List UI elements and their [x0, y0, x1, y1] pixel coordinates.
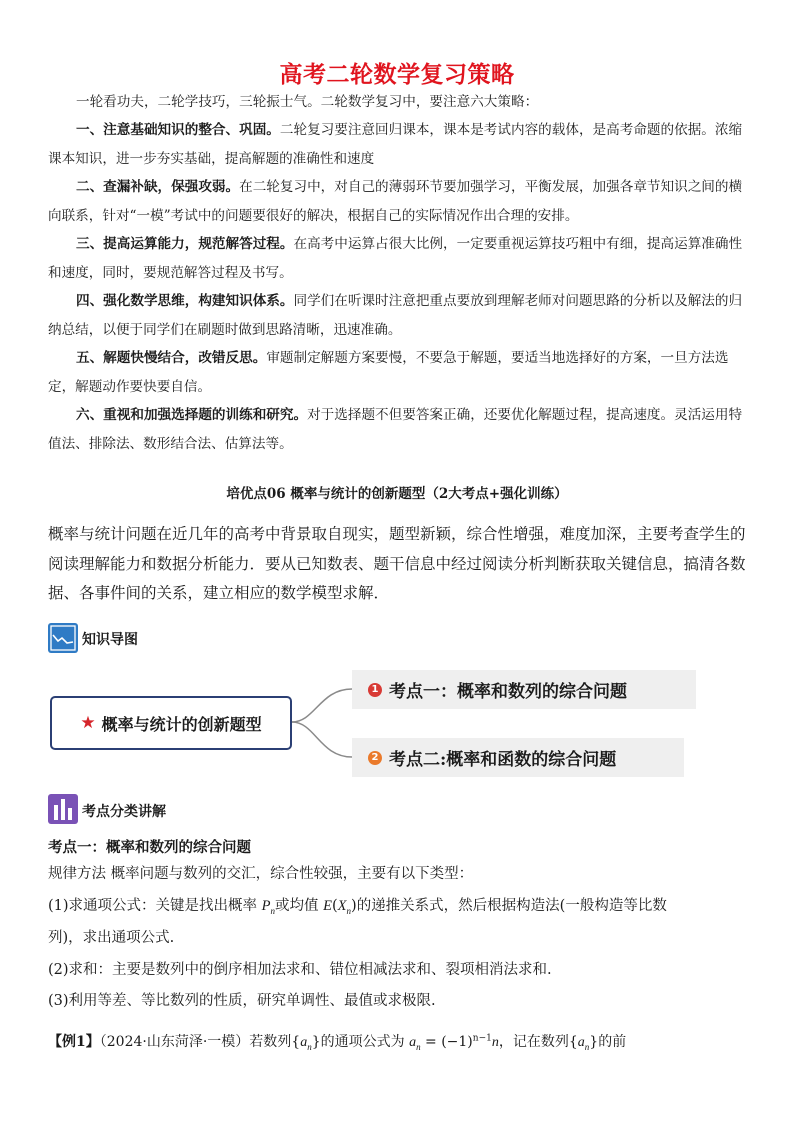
item-1-c: 的递推关系式，然后根据构造法(一般构造等比数	[356, 898, 667, 914]
item-2: (2)求和：主要是数列中的倒序相加法求和、错位相减法求和、裂项相消法求和.	[48, 962, 552, 978]
intro-line: 一轮看功夫，二轮学技巧，三轮振士气。二轮数学复习中，要注意六大策略：	[76, 94, 539, 110]
example-b: 的通项公式为	[320, 1034, 405, 1050]
section-heading: 培优点06 概率与统计的创新题型（2大考点+强化训练）	[226, 486, 568, 502]
strategy-3-text: 在高考中运算占很大比例，一定要重视运算技巧粗中有细，提高运算准确性和速度，同时，要规范解答过程及书写。	[48, 236, 743, 281]
mindmap-root-label: 概率与统计的创新题型	[101, 714, 262, 734]
strategy-6-bold: 六、重视和加强选择题的训练和研究。	[76, 407, 308, 423]
strategy-2-bold: 二、查漏补缺，保强攻弱。	[76, 179, 240, 195]
number-1-icon: 1	[368, 683, 382, 697]
method-line: 规律方法 概率问题与数列的交汇，综合性较强，主要有以下类型：	[48, 866, 474, 882]
strategy-4-text: 同学们在听课时注意把重点要放到理解老师对问题思路的分析以及解法的归纳总结，以便于同学们在刷题时做到思路清晰，迅速准确。	[48, 293, 743, 338]
classified-label: 考点分类讲解	[82, 804, 166, 820]
strategy-1-text: 二轮复习要注意回归课本，课本是考试内容的载体，是高考命题的依据。浓缩课本知识，进一步夯实基础，提高解题的准确性和速度	[48, 122, 743, 167]
mindmap-node-1-label: 考点一：概率和数列的综合问题	[389, 682, 627, 702]
strategy-3-bold: 三、提高运算能力，规范解答过程。	[76, 236, 294, 252]
strategy-6-text: 对于选择题不但要答案正确，还要优化解题过程，提高速度。灵活运用特值法、排除法、数形结合法、估算法等。	[48, 407, 743, 452]
formula-pn: $P_n$	[261, 898, 276, 916]
example-c: ，记在数列	[498, 1034, 569, 1050]
mindmap-node-2-label: 考点二:概率和函数的综合问题	[389, 750, 617, 770]
overview-paragraph: 概率与统计问题在近几年的高考中背景取自现实，题型新颖，综合性增强，难度加深，主要考查学生的阅读理解能力和数据分析能力．要从已知数表、题干信息中经过阅读分析判断获取关键信息，搞清各数据、各事件间的关系，建立相应的数学模型求解．	[48, 525, 746, 602]
formula-expectation: E	[323, 898, 332, 914]
topic1-heading: 考点一：概率和数列的综合问题	[48, 839, 251, 856]
example-d: 的前	[598, 1034, 627, 1050]
item-1-cont: 列)，求出通项公式.	[48, 930, 175, 946]
example-tag: 【例1】	[48, 1034, 100, 1050]
mindmap-node-1	[352, 670, 696, 709]
example-1: 【例1】（2024·山东菏泽·一模）若数列$\{a_n\}$的通项公式为 $a_n = (-1)^{n-1}n$，记在数列$\{a_n\}$的前	[48, 1033, 627, 1052]
strategy-5-bold: 五、解题快慢结合，改错反思。	[76, 350, 267, 366]
strategy-4-bold: 四、强化数学思维，构建知识体系。	[76, 293, 294, 309]
number-2-icon: 2	[368, 751, 382, 765]
page-title: 高考二轮数学复习策略	[279, 62, 515, 88]
knowledge-map-label: 知识导图	[82, 632, 138, 648]
item-3: (3)利用等差、等比数列的性质，研究单调性、最值或求极限.	[48, 993, 436, 1009]
example-source: （2024·山东菏泽·一模）	[99, 1034, 250, 1050]
star-icon: ★	[80, 713, 96, 733]
mindmap-root	[50, 696, 292, 750]
example-a: 若数列	[249, 1034, 292, 1050]
item-1-a: (1)求通项公式：关键是找出概率	[48, 898, 258, 914]
mindmap-node-2	[352, 738, 684, 777]
bar-chart-icon	[48, 794, 78, 824]
item-1-b: 或均值	[275, 898, 319, 914]
strategy-2-text: 在二轮复习中，对自己的薄弱环节要加强学习，平衡发展，加强各章节知识之间的横向联系，针对“一模”考试中的问题要很好的解决，根据自己的实际情况作出合理的安排。	[48, 179, 743, 224]
formula-an: $a_n$	[409, 1035, 421, 1052]
strategy-5-text: 审题制定解题方案要慢，不要急于解题，要适当地选择好的方案，一旦方法选定，解题动作要快要自信。	[48, 350, 729, 395]
strategy-1-bold: 一、注意基础知识的整合、巩固。	[76, 122, 280, 138]
item-1: (1)求通项公式：关键是找出概率 $P_n$或均值 $E(X_n)$的递推关系式，然后根据构造法(一般构造等比数	[48, 898, 667, 916]
